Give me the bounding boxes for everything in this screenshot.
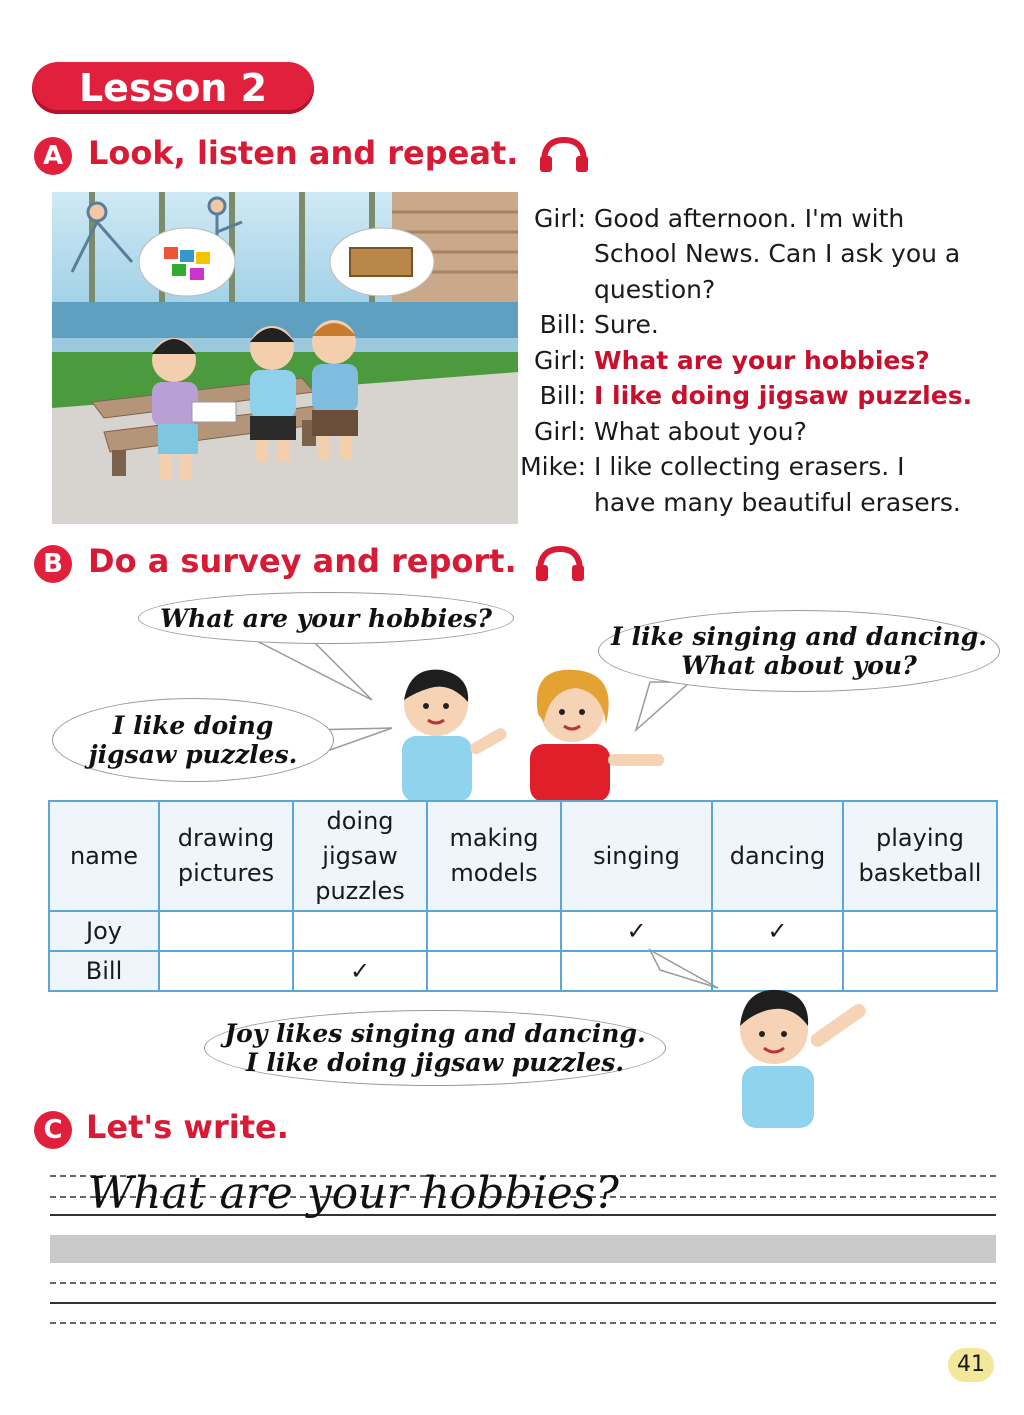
row-name: Bill — [49, 951, 159, 991]
header-name — [49, 801, 159, 911]
bubble-text: I like doing jigsaw puzzles. — [245, 1048, 625, 1077]
bubble-text: Joy likes singing and dancing. — [224, 1019, 646, 1048]
speaker: Mike: — [520, 452, 586, 481]
bubble-text: What about you? — [681, 651, 917, 680]
header-making-models — [427, 801, 561, 911]
bubble-text: What are your hobbies? — [160, 603, 492, 633]
headphones-icon[interactable] — [534, 543, 586, 583]
line-text: I like collecting erasers. I — [594, 452, 905, 481]
line-text: question? — [594, 275, 716, 304]
table-header-row — [49, 801, 997, 911]
writing-line-shaded — [50, 1235, 996, 1263]
header-text: models — [450, 859, 538, 887]
writing-line-solid[interactable] — [50, 1302, 996, 1304]
line-text: have many beautiful erasers. — [594, 488, 961, 517]
header-text: basketball — [858, 859, 982, 887]
speaker: Girl: — [534, 346, 586, 375]
bubble-text: I like doing — [112, 711, 274, 740]
header-text: puzzles — [315, 876, 405, 905]
header-text: name — [69, 841, 139, 870]
line-text: Good afternoon. I'm with — [594, 204, 905, 233]
handwriting-sample: What are your hobbies? — [88, 1168, 619, 1219]
survey-cell[interactable] — [159, 911, 293, 951]
survey-table — [48, 800, 998, 992]
writing-line-dashed[interactable] — [50, 1282, 996, 1284]
survey-cell[interactable] — [427, 951, 561, 991]
header-text: pictures — [177, 859, 275, 887]
speaker: Bill: — [539, 381, 586, 410]
speech-bubble-answer-1 — [52, 698, 334, 782]
header-doing-jigsaw-puzzles — [293, 801, 427, 911]
header-text: drawing — [177, 824, 275, 852]
header-text: dancing — [729, 841, 826, 870]
header-singing — [561, 801, 712, 911]
section-b-badge: B — [34, 545, 72, 583]
speaker: Girl: — [534, 204, 586, 233]
writing-line-dashed[interactable] — [50, 1322, 996, 1324]
header-dancing — [712, 801, 843, 911]
line-text-highlight: I like doing jigsaw puzzles. — [594, 381, 973, 410]
survey-cell[interactable] — [561, 951, 712, 991]
bubble-text: I like singing and dancing. — [611, 622, 987, 651]
section-a-badge: A — [34, 137, 72, 175]
table-row — [49, 911, 997, 951]
survey-cell[interactable]: ✓ — [293, 951, 427, 991]
header-playing-basketball — [843, 801, 997, 911]
lesson-title: Lesson 2 — [78, 66, 268, 110]
kids-illustration — [380, 662, 680, 802]
line-text: What about you? — [594, 417, 807, 446]
speaker: Girl: — [534, 417, 586, 446]
header-text: doing — [326, 806, 394, 835]
survey-cell[interactable] — [159, 951, 293, 991]
survey-cell[interactable]: ✓ — [712, 911, 843, 951]
survey-cell[interactable]: ✓ — [561, 911, 712, 951]
lesson-pill — [32, 62, 314, 114]
section-a-title: Look, listen and repeat. — [88, 134, 519, 172]
bubble-text: jigsaw puzzles. — [88, 740, 298, 769]
line-text: Sure. — [594, 310, 659, 339]
line-text: School News. Can I ask you a — [594, 239, 961, 268]
speech-bubble-report — [204, 1010, 666, 1086]
row-name: Joy — [49, 911, 159, 951]
header-text: singing — [593, 841, 680, 870]
speech-bubble-question — [138, 592, 514, 644]
survey-cell[interactable] — [843, 911, 997, 951]
line-text-highlight: What are your hobbies? — [594, 346, 930, 375]
header-drawing-pictures — [159, 801, 293, 911]
header-text: jigsaw — [322, 841, 398, 870]
page-number: 41 — [948, 1348, 994, 1382]
survey-cell[interactable] — [293, 911, 427, 951]
header-text: playing — [876, 824, 964, 852]
speaker: Bill: — [539, 310, 586, 339]
section-b-title: Do a survey and report. — [88, 542, 517, 580]
headphones-icon[interactable] — [538, 134, 590, 174]
boy-illustration — [712, 978, 882, 1128]
survey-cell[interactable] — [427, 911, 561, 951]
scene-illustration — [52, 192, 518, 524]
section-c-badge: C — [34, 1111, 72, 1149]
section-c-title: Let's write. — [86, 1108, 289, 1146]
header-text: making — [449, 824, 539, 852]
